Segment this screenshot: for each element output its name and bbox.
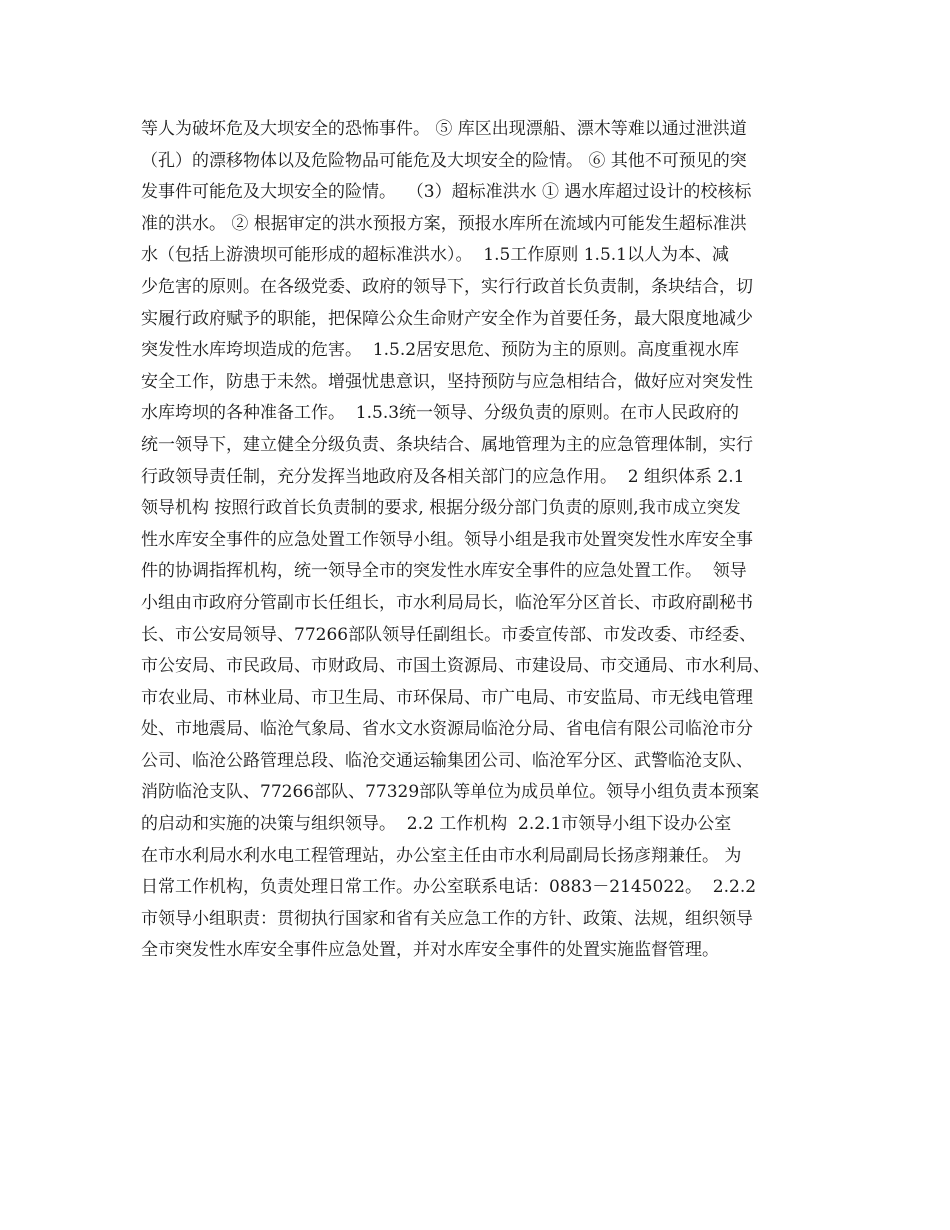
text-line: 长、市公安局领导、77266部队领导任副组长。市委宣传部、市发改委、市经委、 <box>141 624 757 645</box>
text-line: 日常工作机构，负责处理日常工作。办公室联系电话：0883－2145022。 2.2.2 <box>141 877 757 898</box>
text-line: 消防临沧支队、77266部队、77329部队等单位为成员单位。领导小组负责本预案 <box>141 782 760 803</box>
text-line: 市公安局、市民政局、市财政局、市国土资源局、市建设局、市交通局、市水利局、 <box>141 656 770 677</box>
text-line: 等人为破坏危及大坝安全的恐怖事件。 ⑤ 库区出现漂船、漂木等难以通过泄洪道 <box>141 119 747 139</box>
text-line: 处、市地震局、临沧气象局、省水文水资源局临沧分局、省电信有限公司临沧市分 <box>141 719 753 740</box>
text-line: （孔）的漂移物体以及危险物品可能危及大坝安全的险情。 ⑥ 其他不可预见的突 <box>141 150 747 171</box>
text-line: 全市突发性水库安全事件应急处置，并对水库安全事件的处置实施监督管理。 <box>141 940 719 961</box>
text-line: 性水库安全事件的应急处置工作领导小组。领导小组是我市处置突发性水库安全事 <box>141 529 753 550</box>
text-line: 小组由市政府分管副市长任组长，市水利局局长，临沧军分区首长、市政府副秘书 <box>141 592 753 613</box>
text-line: 市农业局、市林业局、市卫生局、市环保局、市广电局、市安监局、市无线电管理 <box>141 687 753 708</box>
text-line: 水库垮坝的各种准备工作。 1.5.3统一领导、分级负责的原则。在市人民政府的 <box>141 403 740 424</box>
text-line: 发事件可能危及大坝安全的险情。 （3）超标准洪水 ① 遇水库超过设计的校核标 <box>141 182 752 203</box>
text-line: 的启动和实施的决策与组织领导。 2.2 工作机构 2.2.1市领导小组下设办公室 <box>141 814 732 835</box>
text-line: 水（包括上游溃坝可能形成的超标准洪水）。 1.5工作原则 1.5.1以人为本、减 <box>141 245 730 266</box>
text-line: 统一领导下，建立健全分级负责、条块结合、属地管理为主的应急管理体制，实行 <box>141 434 753 455</box>
text-line: 市领导小组职责：贯彻执行国家和省有关应急工作的方针、政策、法规，组织领导 <box>141 908 753 929</box>
text-line: 件的协调指挥机构，统一领导全市的突发性水库安全事件的应急处置工作。 领导 <box>141 561 747 582</box>
text-line: 行政领导责任制，充分发挥当地政府及各相关部门的应急作用。 2 组织体系 2.1 <box>141 466 745 487</box>
text-line: 准的洪水。 ② 根据审定的洪水预报方案，预报水库所在流域内可能发生超标准洪 <box>141 213 747 234</box>
text-line: 在市水利局水利水电工程管理站，办公室主任由市水利局副局长扬彦翔兼任。 为 <box>141 845 742 866</box>
text-line: 少危害的原则。在各级党委、政府的领导下，实行行政首长负责制，条块结合，切 <box>141 276 753 297</box>
text-line: 实履行政府赋予的职能，把保障公众生命财产安全作为首要任务，最大限度地减少 <box>141 308 753 329</box>
text-line: 公司、临沧公路管理总段、临沧交通运输集团公司、临沧军分区、武警临沧支队、 <box>141 750 753 771</box>
text-line: 突发性水库垮坝造成的危害。 1.5.2居安思危、预防为主的原则。高度重视水库 <box>141 340 740 361</box>
body-text <box>141 114 831 967</box>
text-line: 安全工作，防患于未然。增强忧患意识，坚持预防与应急相结合，做好应对突发性 <box>141 371 753 392</box>
text-line: 领导机构 按照行政首长负责制的要求, 根据分级分部门负责的原则,我市成立突发 <box>141 498 741 519</box>
